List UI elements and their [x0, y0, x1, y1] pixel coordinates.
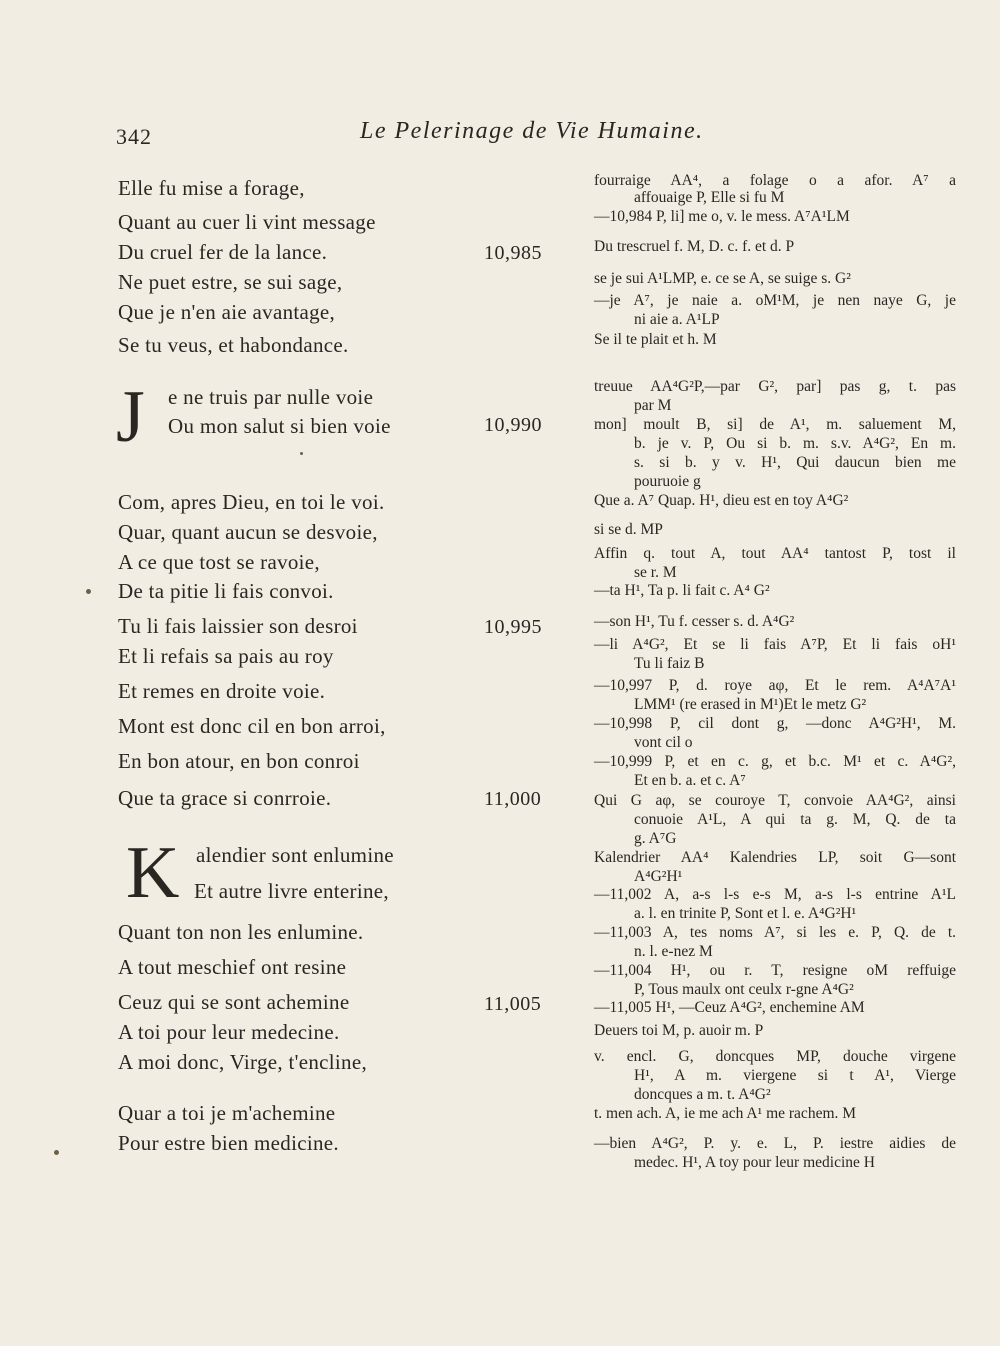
verse-line: Et autre livre enterine,	[194, 879, 389, 903]
verse-line: Quar, quant aucun se desvoie,	[118, 520, 378, 544]
note-line: —11,002 A, a-s l-s e-s M, a-s l-s entrine A¹L	[594, 886, 956, 903]
note-line: g. A⁷G	[634, 830, 677, 847]
verse-line: Ceuz qui se sont achemine	[118, 990, 350, 1014]
verse-line: Ou mon salut si bien voie	[168, 414, 391, 438]
note-line: P, Tous maulx ont ceulx r-gne A⁴G²	[634, 981, 854, 998]
verse-line: Et remes en droite voie.	[118, 679, 326, 703]
drop-cap-j: J	[116, 376, 145, 458]
note-line: fourraige AA⁴, a folage o a afor. A⁷ a	[594, 172, 956, 189]
note-line: t. men ach. A, ie me ach A¹ me rachem. M	[594, 1105, 857, 1122]
note-line: par M	[634, 397, 672, 414]
note-line: —son H¹, Tu f. cesser s. d. A⁴G²	[594, 613, 795, 630]
verse-line: alendier sont enlumine	[196, 843, 394, 867]
note-line: s. si b. y v. H¹, Qui daucun bien me	[634, 454, 956, 471]
note-line: b. je v. P, Ou si b. m. s.v. A⁴G², En m.	[634, 435, 956, 452]
note-line: —10,997 P, d. roye aφ, Et le rem. A⁴A⁷A¹	[594, 677, 956, 694]
line-number: 10,995	[484, 616, 542, 638]
note-line: Et en b. a. et c. A⁷	[634, 772, 746, 789]
drop-cap-k: K	[126, 832, 180, 914]
line-number: 10,985	[484, 242, 542, 264]
verse-line: Mont est donc cil en bon arroi,	[118, 714, 386, 738]
line-number: 11,005	[484, 993, 542, 1015]
note-line: —11,005 H¹, —Ceuz A⁴G², enchemine AM	[594, 999, 865, 1016]
paper-speck	[300, 452, 303, 455]
verse-line: Pour estre bien medicine.	[118, 1131, 339, 1155]
note-line: —10,998 P, cil dont g, —donc A⁴G²H¹, M.	[594, 715, 956, 732]
note-line: Deuers toi M, p. auoir m. P	[594, 1022, 764, 1039]
running-title: Le Pelerinage de Vie Humaine.	[360, 118, 704, 144]
paper-speck	[54, 1150, 59, 1155]
note-line: —10,984 P, li] me o, v. le mess. A⁷A¹LM	[594, 208, 850, 225]
note-line: Tu li faiz B	[634, 655, 705, 672]
paper-speck	[86, 589, 91, 594]
note-line: —10,999 P, et en c. g, et b.c. M¹ et c. A⁴G²,	[594, 753, 956, 770]
note-line: medec. H¹, A toy pour leur medicine H	[634, 1154, 875, 1171]
note-line: —11,004 H¹, ou r. T, resigne oM reffuige	[594, 962, 956, 979]
note-line: H¹, A m. viergene si t A¹, Vierge	[634, 1067, 956, 1084]
note-line: Se il te plait et h. M	[594, 331, 717, 348]
verse-line: Ne puet estre, se sui sage,	[118, 270, 343, 294]
page-number: 342	[116, 124, 152, 149]
verse-line: A toi pour leur medecine.	[118, 1020, 340, 1044]
verse-line: Et li refais sa pais au roy	[118, 644, 334, 668]
note-line: A⁴G²H¹	[634, 868, 683, 885]
verse-line: A ce que tost se ravoie,	[118, 550, 320, 574]
note-line: v. encl. G, doncques MP, douche virgene	[594, 1048, 956, 1065]
note-line: doncques a m. t. A⁴G²	[634, 1086, 771, 1103]
verse-line: Que ta grace si conrroie.	[118, 786, 332, 810]
note-line: se r. M	[634, 564, 677, 581]
note-line: affouaige P, Elle si fu M	[634, 189, 785, 206]
note-line: ni aie a. A¹LP	[634, 311, 720, 328]
verse-line: Tu li fais laissier son desroi	[118, 614, 358, 638]
note-line: conuoie A¹L, A qui ta g. M, Q. de ta	[634, 811, 956, 828]
verse-line: Du cruel fer de la lance.	[118, 240, 328, 264]
note-line: vont cil o	[634, 734, 693, 751]
note-line: si se d. MP	[594, 521, 663, 538]
verse-line: Com, apres Dieu, en toi le voi.	[118, 490, 385, 514]
note-line: a. l. en trinite P, Sont et l. e. A⁴G²H¹	[634, 905, 857, 922]
note-line: n. l. e-nez M	[634, 943, 713, 960]
note-line: Du trescruel f. M, D. c. f. et d. P	[594, 238, 795, 255]
note-line: —11,003 A, tes noms A⁷, si les e. P, Q. de t.	[594, 924, 956, 941]
verse-line: A tout meschief ont resine	[118, 955, 347, 979]
line-number: 11,000	[484, 788, 542, 810]
verse-line: En bon atour, en bon conroi	[118, 749, 360, 773]
note-line: Que a. A⁷ Quap. H¹, dieu est en toy A⁴G²	[594, 492, 849, 509]
note-line: —ta H¹, Ta p. li fait c. A⁴ G²	[594, 582, 770, 599]
verse-line: Elle fu mise a forage,	[118, 176, 305, 200]
note-line: mon] moult B, si] de A¹, m. saluement M,	[594, 416, 956, 433]
verse-line: A moi donc, Virge, t'encline,	[118, 1050, 367, 1074]
note-line: treuue AA⁴G²P,—par G², par] pas g, t. pas	[594, 378, 956, 395]
note-line: Qui G aφ, se couroye T, convoie AA⁴G², ainsi	[594, 792, 956, 809]
note-line: pouruoie g	[634, 473, 701, 490]
note-line: —je A⁷, je naie a. oM¹M, je nen naye G, je	[594, 292, 956, 309]
note-line: —li A⁴G², Et se li fais A⁷P, Et li fais oH¹	[594, 636, 956, 653]
verse-line: Quant ton non les enlumine.	[118, 920, 364, 944]
note-line: Kalendrier AA⁴ Kalendries LP, soit G—sont	[594, 849, 956, 866]
note-line: se je sui A¹LMP, e. ce se A, se suige s. G²	[594, 270, 851, 287]
verse-line: Se tu veus, et habondance.	[118, 333, 349, 357]
verse-line: De ta pitie li fais convoi.	[118, 579, 334, 603]
verse-line: Que je n'en aie avantage,	[118, 300, 336, 324]
verse-line: e ne truis par nulle voie	[168, 385, 374, 409]
note-line: —bien A⁴G², P. y. e. L, P. iestre aidies de	[594, 1135, 956, 1152]
verse-line: Quant au cuer li vint message	[118, 210, 376, 234]
verse-line: Quar a toi je m'achemine	[118, 1101, 336, 1125]
line-number: 10,990	[484, 414, 542, 436]
note-line: Affin q. tout A, tout AA⁴ tantost P, tost il	[594, 545, 956, 562]
note-line: LMM¹ (re erased in M¹)Et le metz G²	[634, 696, 867, 713]
